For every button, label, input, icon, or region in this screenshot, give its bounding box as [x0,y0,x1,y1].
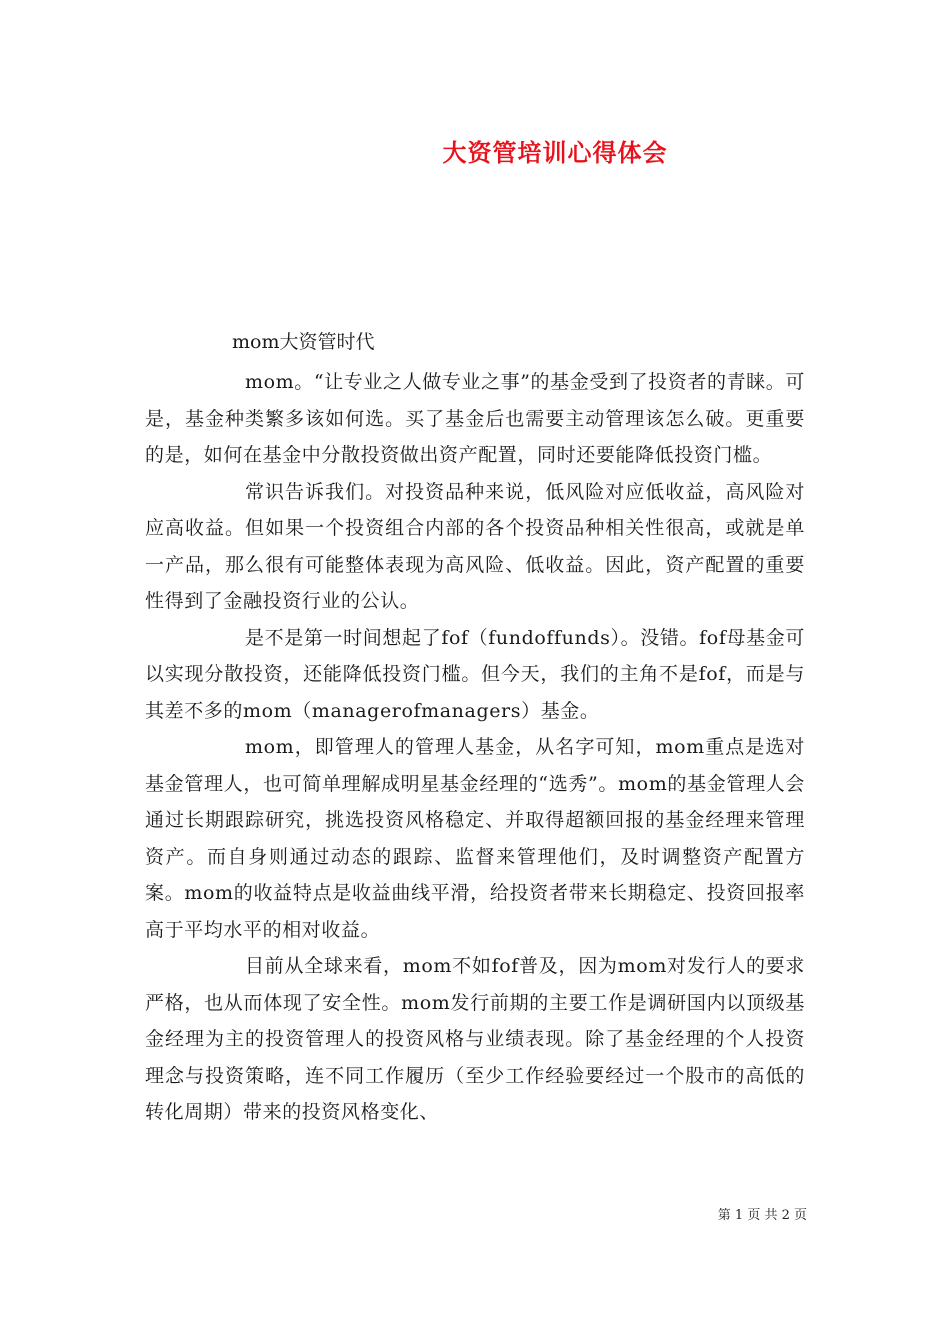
page-number-footer: 第 1 页 共 2 页 [717,1208,807,1223]
paragraph-2: 常识告诉我们。对投资品种来说，低风险对应低收益，高风险对应高收益。但如果一个投资组合内部的各个投资品种相关性很高，或就是单一产品，那么很有可能整体表现为高风险、低收益。因此，资产配置的重要性得到了金融投资行业的公认。 [145,480,805,612]
paragraph-1: mom。“让专业之人做专业之事”的基金受到了投资者的青睐。可是，基金种类繁多该如何选。买了基金后也需要主动管理该怎么破。更重要的是，如何在基金中分散投资做出资产配置，同时还要能降低投资门槛。 [145,371,805,466]
document-title: 大资管培训心得体会 [442,139,668,167]
paragraph-5: 目前从全球来看，mom不如fof普及，因为mom对发行人的要求严格，也从而体现了安全性。mom发行前期的主要工作是调研国内以顶级基金经理为主的投资管理人的投资风格与业绩表现。除了基金经理的个人投资理念与投资策略，连不同工作履历（至少工作经验要经过一个股市的高低的转化周期）带来的投资风格变化、 [145,955,805,1123]
paragraph-3: 是不是第一时间想起了fof（fundoffunds）。没错。fof母基金可以实现分散投资，还能降低投资门槛。但今天，我们的主角不是fof，而是与其差不多的mom（managerofmanagers）基金。 [145,626,805,722]
document-body [145,364,805,1131]
document-subtitle: mom大资管时代 [232,331,375,353]
paragraph-4: mom，即管理人的管理人基金，从名字可知，mom重点是选对基金管理人，也可简单理解成明星基金经理的“选秀”。mom的基金管理人会通过长期跟踪研究，挑选投资风格稳定、并取得超额回报的基金经理来管理资产。而自身则通过动态的跟踪、监督来管理他们，及时调整资产配置方案。mom的收益特点是收益曲线平滑，给投资者带来长期稳定、投资回报率高于平均水平的相对收益。 [145,736,805,941]
